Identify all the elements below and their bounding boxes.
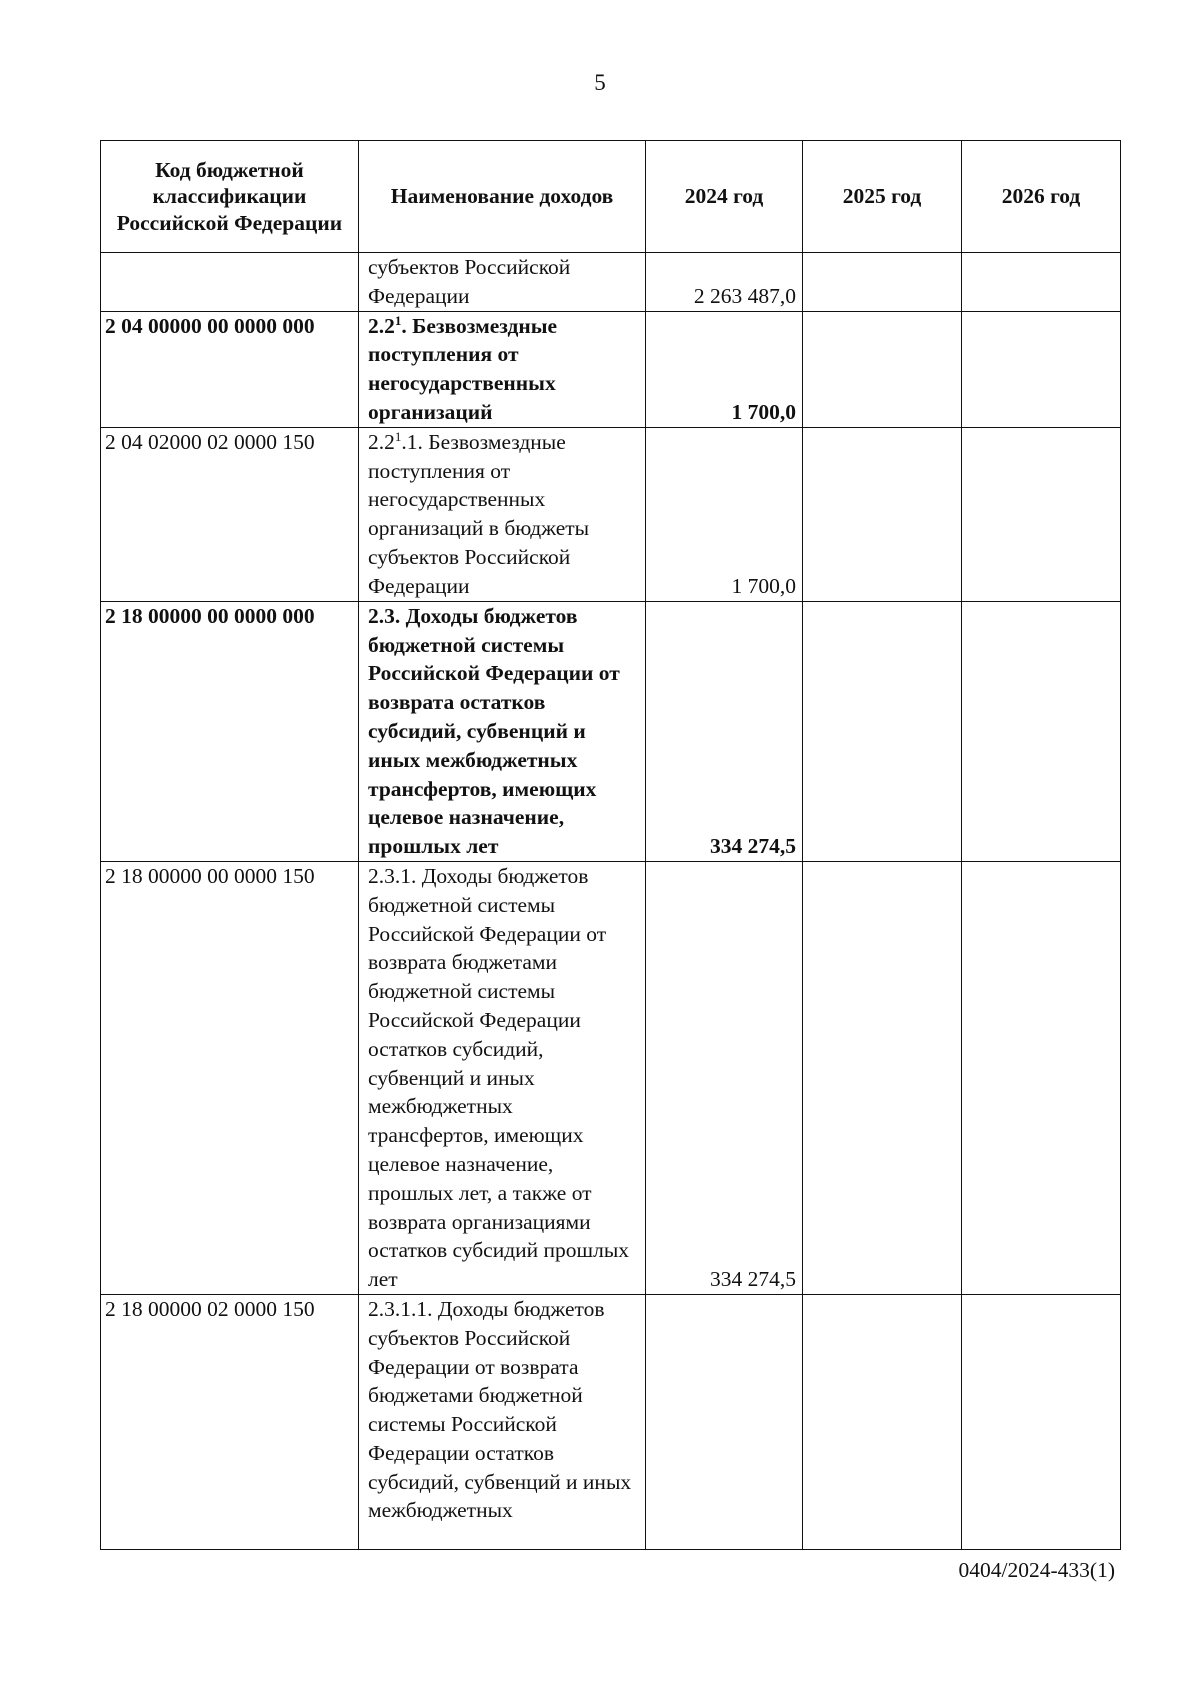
row-amount-2024 <box>646 1294 803 1549</box>
table-row <box>101 311 1121 427</box>
row-amount-2025 <box>803 253 962 312</box>
row-name-number: 2.2 <box>368 313 395 338</box>
row-amount-2024: 1 700,0 <box>646 311 803 427</box>
row-code <box>101 253 359 312</box>
row-name-superscript: 1 <box>394 312 402 328</box>
row-amount-2024: 334 274,5 <box>646 601 803 861</box>
header-name: Наименование доходов <box>359 141 646 253</box>
header-2024: 2024 год <box>646 141 803 253</box>
table-header-row <box>101 141 1121 253</box>
row-amount-2026 <box>962 861 1121 1294</box>
row-amount-2025 <box>803 311 962 427</box>
row-amount-2026 <box>962 427 1121 601</box>
row-name-number: 2.2 <box>368 429 395 454</box>
page-number: 5 <box>594 70 606 95</box>
row-name-text: . Безвозмездные поступления от негосударственных организаций <box>368 313 558 424</box>
row-code: 2 18 00000 00 0000 150 <box>101 861 359 1294</box>
row-name: субъектов Российской Федерации <box>359 253 646 312</box>
header-code: Код бюджетной классификации Российской Федерации <box>101 141 359 253</box>
row-code: 2 18 00000 02 0000 150 <box>101 1294 359 1549</box>
row-amount-2024: 1 700,0 <box>646 427 803 601</box>
row-name: 2.3.1. Доходы бюджетов бюджетной системы Российской Федерации от возврата бюджетами бюджетной системы Российской Федерации остатков субсидий, субвенций и иных межбюджетных трансфертов, имеющих целевое назначение, прошлых лет, а также от возврата организациями остатков субсидий прошлых лет <box>359 861 646 1294</box>
table-row <box>101 1294 1121 1549</box>
table-row <box>101 253 1121 312</box>
row-amount-2026 <box>962 1294 1121 1549</box>
row-amount-2026 <box>962 311 1121 427</box>
row-amount-2024: 334 274,5 <box>646 861 803 1294</box>
row-amount-2025 <box>803 861 962 1294</box>
row-amount-2024: 2 263 487,0 <box>646 253 803 312</box>
header-2025: 2025 год <box>803 141 962 253</box>
table-row <box>101 427 1121 601</box>
row-name: 2.3. Доходы бюджетов бюджетной системы Российской Федерации от возврата остатков субсидий, субвенций и иных межбюджетных трансфертов, имеющих целевое назначение, прошлых лет <box>359 601 646 861</box>
row-name: 2.3.1.1. Доходы бюджетов субъектов Российской Федерации от возврата бюджетами бюджетной системы Российской Федерации остатков субсидий, субвенций и иных межбюджетных <box>359 1294 646 1549</box>
row-amount-2026 <box>962 253 1121 312</box>
row-name <box>359 311 646 427</box>
row-amount-2025 <box>803 1294 962 1549</box>
table-row <box>101 601 1121 861</box>
row-name-text: .1. Безвозмездные поступления от негосударственных организаций в бюджеты субъектов Российской Федерации <box>368 429 590 598</box>
row-amount-2025 <box>803 427 962 601</box>
row-code: 2 04 00000 00 0000 000 <box>101 311 359 427</box>
row-amount-2026 <box>962 601 1121 861</box>
header-2026: 2026 год <box>962 141 1121 253</box>
revenue-table <box>100 140 1121 1550</box>
row-amount-2025 <box>803 601 962 861</box>
table-row <box>101 861 1121 1294</box>
document-number: 0404/2024-433(1) <box>958 1558 1115 1582</box>
row-code: 2 18 00000 00 0000 000 <box>101 601 359 861</box>
row-name <box>359 427 646 601</box>
row-code: 2 04 02000 02 0000 150 <box>101 427 359 601</box>
row-name-superscript: 1 <box>394 428 402 444</box>
